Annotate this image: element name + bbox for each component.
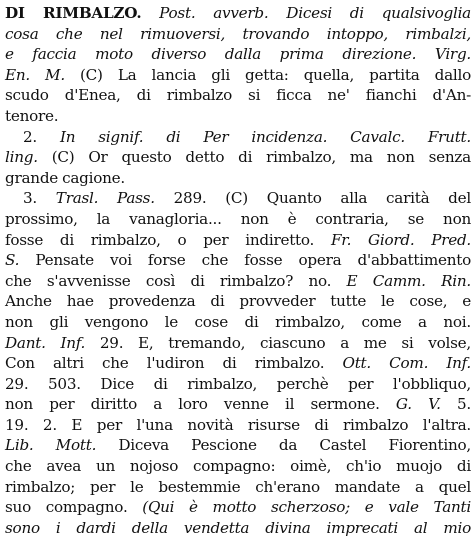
text-line	[5, 168, 471, 189]
definition-text: cosa che nel rimuoversi, trovando intoppo, rimbalzi,	[5, 24, 471, 43]
quotation-text: Pensate voi forse che fosse opera d'abbattimento	[19, 251, 471, 270]
quotation-text: 19. 2. E per l'una novità risurse di rimbalzo l'altra.	[5, 415, 471, 434]
quotation-text: che avea un nojoso compagno: oimè, ch'io muojo di	[5, 457, 471, 476]
quotation-text: 289. (C) Quanto alla carità del	[154, 189, 472, 208]
grammar-note: Post. avverb. Dicesi di qualsivoglia	[141, 4, 471, 22]
text-line	[5, 374, 471, 395]
text-line	[5, 44, 471, 65]
quotation-text: non gli vengono le cose di rimbalzo, come a noi.	[5, 312, 471, 331]
text-line	[5, 106, 471, 127]
text-line	[5, 24, 471, 45]
text-line	[5, 209, 471, 230]
headword: DI RIMBALZO.	[5, 4, 142, 22]
citation-source: G. V.	[379, 395, 441, 414]
text-line	[5, 65, 471, 86]
citation-source: S.	[5, 251, 20, 270]
text-line	[5, 271, 471, 292]
text-line	[5, 230, 471, 251]
quotation-text: fosse di rimbalzo, o per indiretto.	[5, 230, 315, 249]
citation-source: En. M.	[5, 65, 65, 84]
definition-paragraph-3	[5, 188, 471, 538]
citation-source: Fr. Giord. Pred.	[314, 230, 471, 249]
text-line	[5, 394, 471, 415]
quotation-text: Con altri che l'udiron di rimbalzo.	[5, 354, 325, 373]
text-line	[5, 415, 471, 436]
quotation-text: suo compagno.	[5, 498, 128, 517]
text-line	[5, 312, 471, 333]
text-line	[5, 435, 471, 456]
quotation-text: prossimo, la vanagloria... non è contraria, se non	[5, 209, 471, 228]
text-line	[5, 333, 471, 354]
quotation-text: che s'avvenisse così di rimbalzo? no.	[5, 271, 332, 290]
citation-source: Virg.	[416, 45, 471, 64]
citation-source: Ott. Com. Inf.	[324, 354, 472, 373]
text-line	[5, 518, 471, 539]
citation-source: E Camm. Rin.	[331, 271, 472, 290]
quotation-text: 29. 503. Dice di rimbalzo, perchè per l'obbliquo,	[5, 374, 471, 393]
text-line	[5, 147, 471, 168]
quotation-text: Anche hae provedenza di provveder tutte le cose, e	[5, 292, 471, 311]
definition-paragraph-2	[5, 127, 471, 189]
quotation-text: non per diritto a loro venne il sermone.	[5, 395, 380, 414]
quotation-text: 29. E, tremando, ciascuno a me si volse,	[85, 333, 471, 352]
citation-source: ling.	[5, 148, 38, 167]
sense-number: 3.	[23, 189, 37, 208]
citation-source: Lib. Mott.	[5, 436, 97, 455]
editorial-note: (Qui è motto scherzoso; e vale Tanti	[127, 498, 471, 517]
editorial-note: sono i dardi della vendetta divina imprecati al mio	[5, 518, 471, 537]
text-line	[5, 188, 471, 209]
quotation-text: Diceva Pescione da Castel Fiorentino,	[96, 436, 471, 455]
quotation-text: scudo d'Enea, di rimbalzo si ficca ne' fianchi d'An-	[5, 86, 471, 105]
quotation-text: rimbalzo; per le bestemmie ch'erano mandate a quel	[5, 477, 471, 496]
citation-number: 5.	[440, 395, 471, 414]
text-line	[5, 250, 471, 271]
text-line	[5, 456, 471, 477]
sense-definition: In signif. di Per incidenza. Cavalc. Frutt.	[37, 127, 471, 146]
quotation-text: (C) Or questo detto di rimbalzo, ma non senza	[37, 148, 471, 167]
quotation-text: tenore.	[5, 106, 59, 125]
definition-paragraph-1	[5, 3, 471, 127]
text-line	[5, 127, 471, 148]
text-line	[5, 353, 471, 374]
text-line	[5, 477, 471, 498]
quotation-text: (C) La lancia gli getta: quella, partita dallo	[64, 65, 472, 84]
text-line	[5, 3, 471, 24]
text-line	[5, 497, 471, 518]
quotation-text: grande cagione.	[5, 168, 125, 187]
text-line	[5, 291, 471, 312]
text-line	[5, 85, 471, 106]
citation-source: Dant. Inf.	[5, 333, 86, 352]
definition-text: e faccia moto diverso dalla prima direzione.	[5, 45, 417, 64]
sense-definition: Trasl. Pass.	[37, 189, 155, 208]
sense-number: 2.	[23, 127, 37, 146]
